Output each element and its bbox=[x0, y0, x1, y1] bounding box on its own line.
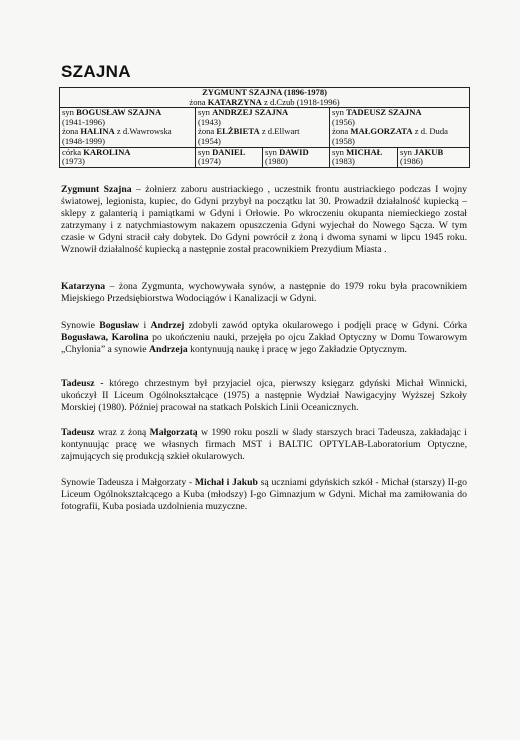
tree-root-row bbox=[60, 88, 470, 108]
son-cell: syn TADEUSZ SZAJNA (1956) żona MAŁGORZATA z d. Duda (1958) bbox=[330, 108, 470, 147]
root-spouse: żona KATARZYNA z d.Czub (1918-1996) bbox=[189, 96, 340, 107]
paragraph-sons: Synowie Bogusław i Andrzej zdobyli zawód optyka okularowego i podjęli pracę w Gdyni. Córka Bogusława, Karolina po ukończeniu nauki, przejęła po ojcu Zakład Optyczny w Domu Towarowym „Chylonia” a synowie Andrzeja kontynuują naukę i pracę w jego Zakładzie Optycznym. bbox=[61, 320, 467, 356]
grandchild-cell: syn JAKUB (1986) bbox=[398, 147, 470, 167]
family-tree-table bbox=[59, 87, 470, 168]
son-cell: syn ANDRZEJ SZAJNA (1943) żona ELŻBIETA z d.Ellwart (1954) bbox=[196, 108, 330, 147]
paragraph-tadeusz-malgorzata: Tadeusz wraz z żoną Małgorzatą w 1990 roku poszli w ślady starszych braci Tadeusza, zakładając i kontynuując pracę we własnych firmach MST i BALTIC OPTYLAB-Laboratorium Optyczne, zajmujących się produkcją szkieł okularowych. bbox=[61, 427, 467, 463]
root-person: ZYGMUNT SZAJNA (1896-1978) bbox=[202, 87, 327, 97]
grandchild-cell: syn DAWID (1980) bbox=[263, 147, 330, 167]
son-cell: syn BOGUSŁAW SZAJNA (1941-1996) żona HALINA z d.Wawrowska (1948-1999) bbox=[60, 108, 196, 147]
tree-grandchildren-row bbox=[60, 147, 470, 167]
tree-sons-row bbox=[60, 108, 470, 147]
paragraph-katarzyna: Katarzyna – żona Zygmunta, wychowywała synów, a następnie do 1979 roku była pracownikiem Miejskiego Przedsiębiorstwa Wodociągów i Kanalizacji w Gdyni. bbox=[61, 281, 467, 305]
paragraph-zygmunt: Zygmunt Szajna – żołnierz zaboru austriackiego , uczestnik frontu austriackiego podczas I wojny światowej, legionista, kupiec, do Gdyni przybył na początku lat 30. Prowadził działalność kupiecką – sklepy z galanterią i pamiątkami w Gdyni i Orłowie. Po wkroczeniu okupanta niemieckiego został zatrzymany i z natychmiastowym nakazem opuszczenia Gdyni wyjechał do Nowego Sącza. W tym czasie w Gdyni stracił cały dobytek. Do Gdyni powrócił z żoną i dwoma synami w lipcu 1945 roku. Wznowił działalność kupiecką a następnie został pracownikiem Prezydium Miasta . bbox=[61, 184, 467, 256]
grandchild-cell: córka KAROLINA (1973) bbox=[60, 147, 196, 167]
page-title: SZAJNA bbox=[61, 62, 131, 81]
grandchild-cell: syn MICHAŁ (1983) bbox=[330, 147, 398, 167]
paragraph-tadeusz: Tadeusz - którego chrzestnym był przyjaciel ojca, pierwszy księgarz gdyński Michał Winnicki, ukończył II Liceum Ogólnokształcące (1975) a następnie Wydział Nawigacyjny Wyższej Szkoły Morskiej (1980). Później pracował na statkach Polskich Linii Oceanicznych. bbox=[61, 378, 467, 414]
paragraph-grandsons: Synowie Tadeusza i Małgorzaty - Michał i Jakub są uczniami gdyńskich szkół - Michał (starszy) II-go Liceum Ogólnokształcącego a Kuba (młodszy) I-go Gimnazjum w Gdyni. Michał ma zamiłowania do fotografii, Kuba posiada uzdolnienia muzyczne. bbox=[61, 477, 467, 513]
grandchild-cell: syn DANIEL (1974) bbox=[196, 147, 263, 167]
tree-root-cell bbox=[60, 88, 470, 108]
